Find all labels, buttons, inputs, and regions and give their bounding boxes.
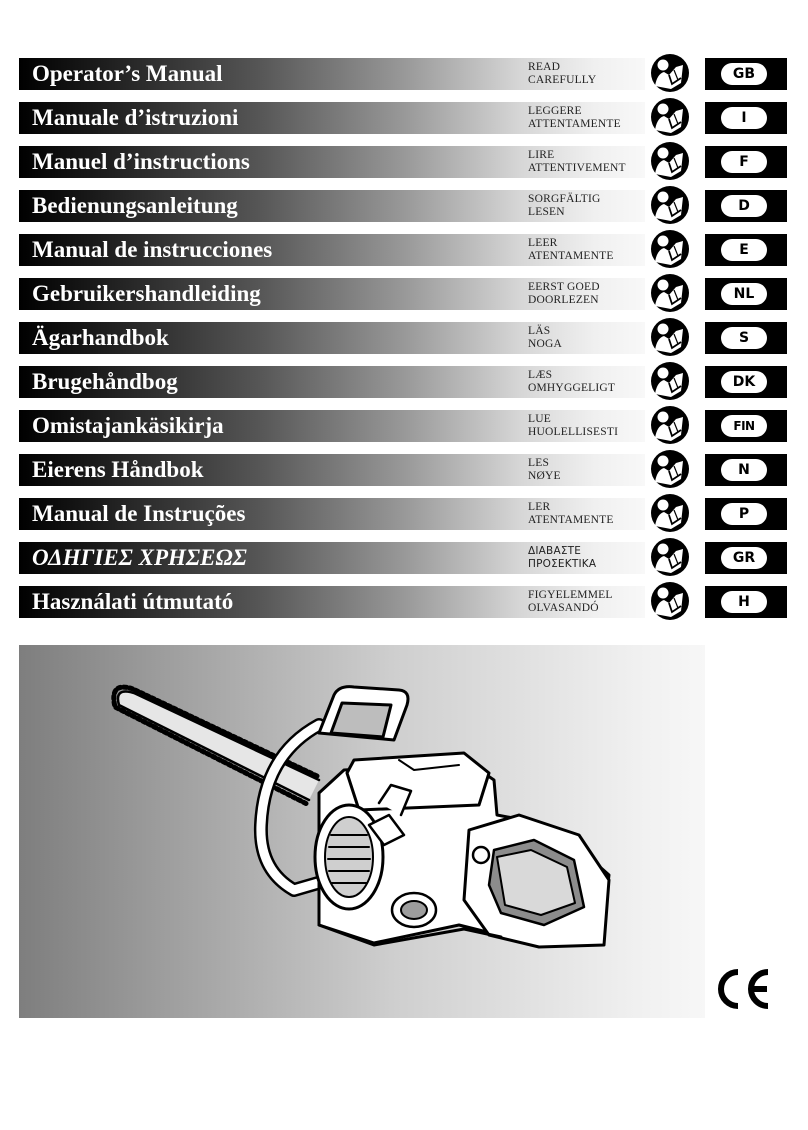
chainsaw-illustration-panel: [19, 645, 705, 1018]
manual-title: Manual de instrucciones: [32, 237, 273, 262]
manual-row: [0, 190, 808, 222]
manual-title: Omistajankäsikirja: [32, 413, 224, 438]
instruction-line: CAREFULLY: [528, 74, 597, 86]
manual-row: [0, 146, 808, 178]
title-bar: [19, 146, 645, 178]
title-bar: [19, 234, 645, 266]
read-instruction: [528, 369, 653, 395]
language-code-badge: [705, 58, 787, 90]
read-manual-icon: [650, 97, 690, 137]
manual-title: Manual de Instruções: [32, 501, 246, 526]
read-manual-icon: [650, 405, 690, 445]
language-code-badge: [705, 234, 787, 266]
language-code: P: [721, 503, 767, 525]
language-code-badge: [705, 454, 787, 486]
language-code: D: [721, 195, 767, 217]
manual-title: Operator’s Manual: [32, 61, 223, 86]
read-instruction: [528, 457, 653, 483]
instruction-line: LIRE: [528, 149, 555, 161]
title-bar: [19, 586, 645, 618]
title-bar: [19, 102, 645, 134]
manual-row: [0, 542, 808, 574]
title-bar: [19, 498, 645, 530]
read-manual-icon: [650, 449, 690, 489]
read-instruction: [528, 545, 653, 571]
chainsaw-icon: [19, 645, 705, 1018]
instruction-line: LUE: [528, 413, 551, 425]
read-instruction: [528, 413, 653, 439]
instruction-line: ATENTAMENTE: [528, 514, 614, 526]
language-code-badge: [705, 190, 787, 222]
language-code: F: [721, 151, 767, 173]
manual-row: [0, 234, 808, 266]
manual-title: Manuel d’instructions: [32, 149, 250, 174]
language-code: FIN: [721, 415, 767, 437]
instruction-line: NOGA: [528, 338, 563, 350]
manual-title: ΟΔΗΓΙΕΣ ΧΡΗΣΕΩΣ: [32, 545, 247, 570]
read-instruction: [528, 281, 653, 307]
manual-row: [0, 454, 808, 486]
read-instruction: [528, 325, 653, 351]
instruction-line: LEGGERE: [528, 105, 582, 117]
instruction-line: EERST GOED: [528, 281, 600, 293]
instruction-line: OLVASANDÓ: [528, 602, 599, 614]
read-instruction: [528, 149, 653, 175]
manual-title: Gebruikershandleiding: [32, 281, 261, 306]
title-bar: [19, 410, 645, 442]
read-manual-icon: [650, 141, 690, 181]
instruction-line: ATTENTAMENTE: [528, 118, 621, 130]
language-code: DK: [721, 371, 767, 393]
language-code: H: [721, 591, 767, 613]
instruction-line: LÄS: [528, 325, 551, 337]
language-code-badge: [705, 322, 787, 354]
manual-row: [0, 322, 808, 354]
language-code-badge: [705, 410, 787, 442]
title-bar: [19, 454, 645, 486]
language-code-badge: [705, 498, 787, 530]
language-code: N: [721, 459, 767, 481]
read-manual-icon: [650, 273, 690, 313]
manual-row: [0, 498, 808, 530]
title-bar: [19, 542, 645, 574]
instruction-line: LES: [528, 457, 550, 469]
language-code-badge: [705, 366, 787, 398]
language-code-badge: [705, 146, 787, 178]
instruction-line: DOORLEZEN: [528, 294, 599, 306]
manual-title: Bedienungsanleitung: [32, 193, 238, 218]
instruction-line: NØYE: [528, 470, 561, 482]
language-code: NL: [721, 283, 767, 305]
instruction-line: LER: [528, 501, 551, 513]
title-bar: [19, 190, 645, 222]
read-manual-icon: [650, 229, 690, 269]
instruction-line: LESEN: [528, 206, 565, 218]
instruction-line: SORGFÄLTIG: [528, 193, 601, 205]
instruction-line: ATENTAMENTE: [528, 250, 614, 262]
instruction-line: ATTENTIVEMENT: [528, 162, 626, 174]
title-bar: [19, 278, 645, 310]
read-manual-icon: [650, 361, 690, 401]
manual-row: [0, 410, 808, 442]
read-instruction: [528, 237, 653, 263]
instruction-line: READ: [528, 61, 561, 73]
language-code: S: [721, 327, 767, 349]
read-manual-icon: [650, 185, 690, 225]
manual-row: [0, 58, 808, 90]
read-manual-icon: [650, 581, 690, 621]
language-code: E: [721, 239, 767, 261]
instruction-line: FIGYELEMMEL: [528, 589, 613, 601]
manual-row: [0, 586, 808, 618]
read-instruction: [528, 193, 653, 219]
instruction-line: LEER: [528, 237, 558, 249]
language-code-badge: [705, 586, 787, 618]
manual-row: [0, 366, 808, 398]
read-manual-icon: [650, 537, 690, 577]
instruction-line: ΠΡΟΣΕΚΤΙΚΑ: [528, 558, 597, 570]
manual-row: [0, 102, 808, 134]
language-code: I: [721, 107, 767, 129]
title-bar: [19, 322, 645, 354]
ce-mark-icon: [714, 966, 772, 1012]
instruction-line: HUOLELLISESTI: [528, 426, 619, 438]
read-instruction: [528, 589, 653, 615]
manual-row: [0, 278, 808, 310]
language-code-badge: [705, 278, 787, 310]
read-instruction: [528, 501, 653, 527]
instruction-line: OMHYGGELIGT: [528, 382, 616, 394]
read-instruction: [528, 105, 653, 131]
manual-title: Használati útmutató: [32, 589, 234, 614]
title-bar: [19, 58, 645, 90]
manual-title: Eierens Håndbok: [32, 457, 204, 482]
language-code: GB: [721, 63, 767, 85]
manual-title: Manuale d’istruzioni: [32, 105, 239, 130]
read-manual-icon: [650, 317, 690, 357]
instruction-line: ΔΙΑΒΑΣΤΕ: [528, 545, 582, 557]
manual-title: Ägarhandbok: [32, 325, 169, 350]
language-code-badge: [705, 542, 787, 574]
read-manual-icon: [650, 53, 690, 93]
language-code: GR: [721, 547, 767, 569]
title-bar: [19, 366, 645, 398]
manual-title: Brugehåndbog: [32, 369, 178, 394]
language-code-badge: [705, 102, 787, 134]
read-instruction: [528, 61, 653, 87]
instruction-line: LÆS: [528, 369, 553, 381]
read-manual-icon: [650, 493, 690, 533]
